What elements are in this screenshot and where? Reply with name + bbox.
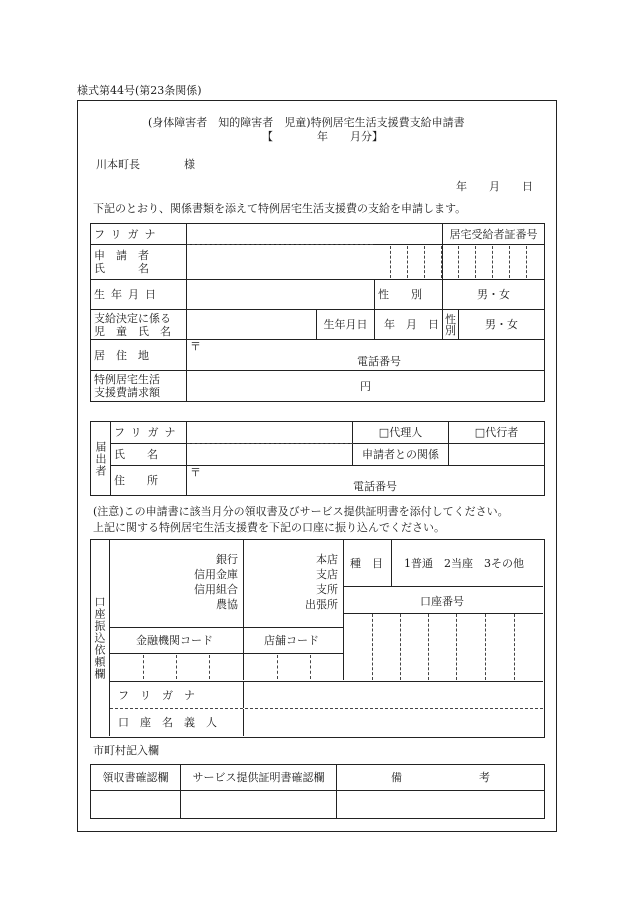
- form-title: (身体障害者 知的障害者 児童)特例居宅生活支援費支給申請書: [148, 116, 465, 129]
- relation-label: 申請者との関係: [353, 444, 449, 466]
- recipient-digit-divider: [407, 246, 408, 278]
- recipient-digit-divider: [492, 246, 493, 278]
- remarks-header: 備 考: [337, 765, 545, 791]
- form-month: 【 年 月分】: [262, 130, 383, 143]
- child-sex-value[interactable]: 男・女: [459, 310, 545, 340]
- child-birth-label: 生年月日: [317, 310, 375, 340]
- notifier-furigana-divider: [187, 443, 353, 444]
- address-field[interactable]: [187, 340, 545, 371]
- date-line: 年 月 日: [456, 180, 533, 193]
- branch-type: 支所: [316, 583, 338, 596]
- account-digit-divider: [485, 614, 486, 680]
- bank-code-field[interactable]: [110, 654, 244, 680]
- branch-code-field[interactable]: [244, 654, 344, 680]
- account-digit-divider: [400, 614, 401, 680]
- child-sex-label: 性別: [443, 310, 459, 340]
- postal-mark: 〒: [190, 340, 201, 353]
- branch-code-digit-divider: [310, 655, 311, 679]
- account-digit-divider: [372, 614, 373, 680]
- intro-text: 下記のとおり、関係書類を添えて特例居宅生活支援費の支給を申請します。: [93, 202, 467, 215]
- bank-code-digit-divider: [176, 655, 177, 679]
- bank-type-list: [170, 552, 238, 612]
- executor-checkbox[interactable]: □代行者: [449, 422, 545, 444]
- holder-furigana-field[interactable]: [244, 682, 543, 708]
- notifier-furigana-field[interactable]: [187, 422, 353, 444]
- notifier-address-label: 住 所: [111, 466, 187, 496]
- child-name-field[interactable]: [187, 310, 317, 340]
- notifier-name-label: 氏 名: [111, 444, 187, 466]
- sex-label: 性 別: [375, 280, 443, 310]
- receipt-check-field[interactable]: [91, 791, 181, 819]
- bank-type: 農協: [216, 598, 238, 611]
- recipient-digit-divider: [475, 246, 476, 278]
- receipt-check-header: 領収書確認欄: [91, 765, 181, 791]
- service-cert-check-header: サービス提供証明書確認欄: [181, 765, 337, 791]
- account-digit-divider: [514, 614, 515, 680]
- applicant-furigana-divider: [187, 244, 373, 245]
- account-number-label: 口座番号: [420, 595, 464, 608]
- recipient-digit-divider: [424, 246, 425, 278]
- bank-type: 銀行: [216, 553, 238, 566]
- birth-field[interactable]: [187, 280, 375, 310]
- recipient-digit-divider: [390, 246, 391, 278]
- holder-furigana-label: フ リ ガ ナ: [118, 689, 195, 702]
- account-digit-divider: [456, 614, 457, 680]
- agent-checkbox[interactable]: □代理人: [353, 422, 449, 444]
- applicant-name-field[interactable]: [187, 245, 443, 280]
- remarks-field[interactable]: [337, 791, 545, 819]
- service-cert-check-field[interactable]: [181, 791, 337, 819]
- note-transfer: 上記に関する特例居宅生活支援費を下記の口座に振り込んでください。: [93, 521, 445, 534]
- phone-label: 電話番号: [357, 355, 401, 368]
- notifier-postal-mark: 〒: [190, 466, 201, 479]
- recipient-digit-divider: [509, 246, 510, 278]
- notifier-side-label: 届出者: [91, 422, 111, 496]
- bank-code-label: 金融機関コード: [136, 634, 213, 647]
- municipal-title: 市町村記入欄: [93, 744, 159, 757]
- holder-name-field[interactable]: [244, 709, 543, 736]
- relation-field[interactable]: [449, 444, 545, 466]
- sex-value[interactable]: 男・女: [443, 280, 545, 310]
- bank-type: 信用組合: [194, 583, 238, 596]
- yen-unit: 円: [360, 379, 371, 393]
- form-number: 様式第44号(第23条関係): [77, 84, 202, 97]
- notifier-name-field[interactable]: [187, 444, 353, 466]
- kind-label: 種 目: [350, 557, 383, 570]
- child-name-label: 支給決定に係る 児 童 氏 名: [91, 310, 187, 340]
- branch-type: 本店: [316, 553, 338, 566]
- applicant-table: [90, 223, 545, 402]
- amount-field[interactable]: [187, 371, 545, 402]
- amount-label: 特例居宅生活 支援費請求額: [91, 371, 187, 402]
- branch-code-digit-divider: [277, 655, 278, 679]
- notifier-table: [90, 421, 545, 496]
- kind-value[interactable]: 1普通 2当座 3その他: [404, 557, 524, 570]
- recipient-digit-divider: [526, 246, 527, 278]
- bank-code-digit-divider: [143, 655, 144, 679]
- municipal-table: [90, 764, 545, 819]
- recipient-number-label: 居宅受給者証番号: [443, 224, 545, 245]
- notifier-address-field[interactable]: [187, 466, 545, 496]
- bank-side-label: 口座振込依頼欄: [93, 596, 106, 680]
- branch-type: 支店: [316, 568, 338, 581]
- applicant-furigana-label: フリガナ: [91, 224, 187, 245]
- notifier-furigana-label: フリガナ: [111, 422, 187, 444]
- branch-type-list: [280, 552, 338, 612]
- branch-code-label: 店舗コード: [264, 634, 319, 647]
- child-birth-field[interactable]: 年 月 日: [375, 310, 443, 340]
- branch-type: 出張所: [305, 598, 338, 611]
- note-attach: (注意)この申請書に該当月分の領収書及びサービス提供証明書を添付してください。: [93, 505, 509, 518]
- holder-name-label: 口 座 名 義 人: [118, 716, 217, 729]
- recipient-digit-divider: [441, 246, 442, 278]
- notifier-phone-label: 電話番号: [353, 480, 397, 493]
- recipient-digit-divider: [458, 246, 459, 278]
- address-label: 居 住 地: [91, 340, 187, 371]
- birth-label: 生年月日: [91, 280, 187, 310]
- bank-type: 信用金庫: [194, 568, 238, 581]
- account-digit-divider: [428, 614, 429, 680]
- addressee: 川本町長 様: [96, 158, 195, 171]
- applicant-name-label: 申 請 者 氏 名: [91, 245, 187, 280]
- bank-code-digit-divider: [209, 655, 210, 679]
- applicant-furigana-field[interactable]: [187, 224, 443, 245]
